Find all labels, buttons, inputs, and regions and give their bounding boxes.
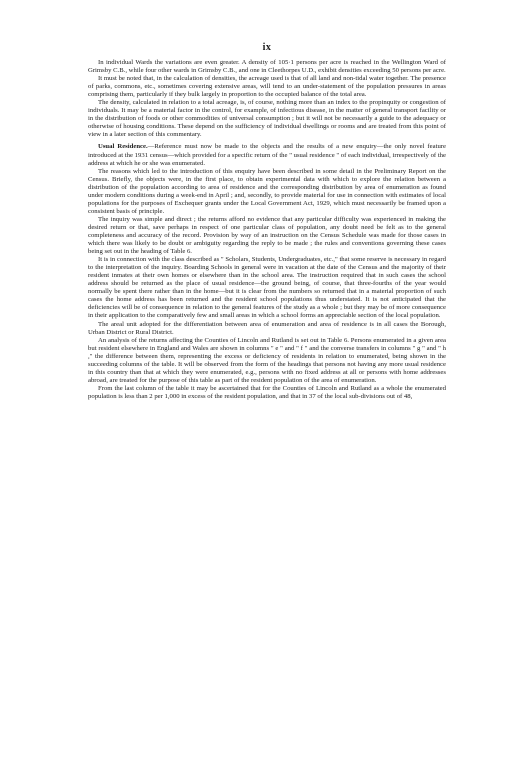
paragraph-text: An analysis of the returns affecting the Counties of Lincoln and Rutland is set out in Table 6. Persons enumerated in a given area but resident elsewhere in England and Wales are shown in columns " e " and " f " and the converse transfers in columns " g " and " h ," the difference between them, representing the excess or deficiency of residents in relation to enumerated, being shown in the succeeding columns of the table. It will be observed from the form of the headings that persons not having any more usual residence in this country than that at which they were enumerated, e.g., persons with no fixed address at all or persons with home addresses abroad, are treated for the purpose of this table as part of the resident population of the area of enumeration.: [88, 336, 446, 384]
paragraph-text: In individual Wards the variations are even greater. A density of 105·1 persons per acre is reached in the Wellington Ward of Grimsby C.B., while four other wards in Grimsby C.B., and one in Cleethorpes U.D., exhibit densities exceeding 50 persons per acre.: [88, 59, 446, 75]
paragraph-density-index: [88, 99, 446, 139]
paragraph-enquiry-reasons: [88, 168, 446, 216]
paragraph-ward-densities: [88, 59, 446, 75]
paragraph-text: The reasons which led to the introduction of this enquiry have been described in some detail in the Preliminary Report on the Census. Briefly, the objects were, in the first place, to obtain experimental data with which to explore the relation between a distribution of the population according to area of residence and the corresponding distribution by area of enumeration as found under modern conditions during a week-end in April ; and, secondly, to provide material for use in connection with estimates of local populations for the purposes of Exchequer grants under the Local Government Act, 1929, which must necessarily be framed upon a consistent basis of principle.: [88, 167, 446, 215]
paragraph-last-column: [88, 385, 446, 401]
paragraph-text: The areal unit adopted for the differentiation between area of enumeration and area of residence is in all cases the Borough, Urban District or Rural District.: [88, 320, 446, 336]
paragraph-table-analysis: [88, 337, 446, 385]
paragraph-text: It must be noted that, in the calculation of densities, the acreage used is that of all land and non-tidal water together. The presence of parks, commons, etc., sometimes covering extensive areas, will tend to an under-statement of the population pressures in areas comprising them, particularly if they bulk largely in proportion to the occupied balance of the total area.: [88, 75, 446, 99]
paragraph-inquiry-simple: [88, 216, 446, 256]
paragraph-acreage-note: [88, 75, 446, 99]
paragraph-text: —Reference must now be made to the objects and the results of a new enquiry—the only novel feature introduced at the 1931 census—which provided for a specific return of the " usual residence " of each individual, irrespectively of the address at which he or she was enumerated.: [88, 143, 446, 167]
document-page: [88, 42, 446, 401]
paragraph-text: From the last column of the table it may be ascertained that for the Counties of Lincoln and Rutland as a whole the enumerated population is less than 2 per 1,000 in excess of the resident population, and that in 37 of the local sub-divisions out of 48,: [88, 384, 446, 400]
paragraph-text: The density, calculated in relation to a total acreage, is, of course, nothing more than an index to the propinquity or congestion of individuals. It may be a material factor in the control, for example, of infectious disease, in the matter of general transport facility or in the distribution of foods or other commodities of universal consumption ; but it will not be necessarily a guide to the adequacy or otherwise of housing conditions. These depend on the sufficiency of individual dwellings or rooms and are treated from this point of view in a later section of this commentary.: [88, 99, 446, 139]
paragraph-text: It is in connection with the class described as " Scholars, Students, Undergraduates, etc.," that some reserve is necessary in regard to the interpretation of the inquiry. Boarding Schools in general were in vacation at the date of the Census and the majority of their resident inmates at their own homes or elsewhere than in the school area. The instruction required that in such cases the school address should be returned as the place of usual residence—the ground being, of course, that three-fourths of the year would normally be spent there rather than in the home—but it is clear from the numbers so returned that in a material proportion of such cases the home address has been returned and the resident school populations thus understated. It is not anticipated that the deficiencies will be of consequence in relation to the general features of the study as a whole ; but they may be of more consequence in their application to the comparatively few and small areas in which a school forms an appreciable section of the local population.: [88, 256, 446, 320]
paragraph-areal-unit: [88, 321, 446, 337]
paragraph-usual-residence: [88, 143, 446, 167]
paragraph-scholars: [88, 256, 446, 320]
page-number: ix: [262, 42, 272, 53]
paragraph-text: The inquiry was simple and direct ; the returns afford no evidence that any particular difficulty was experienced in making the desired return or that, save perhaps in respect of one particular class of population, any doubt need be felt as to the general completeness and accuracy of the record. Provision by way of an instruction on the Census Schedule was made for those cases in which there was likely to be doubt or ambiguity regarding the reply to be made ; the rules and conventions governing these cases being set out in the heading of Table 6.: [88, 215, 446, 256]
section-heading-usual-residence: Usual Residence.: [98, 143, 148, 151]
